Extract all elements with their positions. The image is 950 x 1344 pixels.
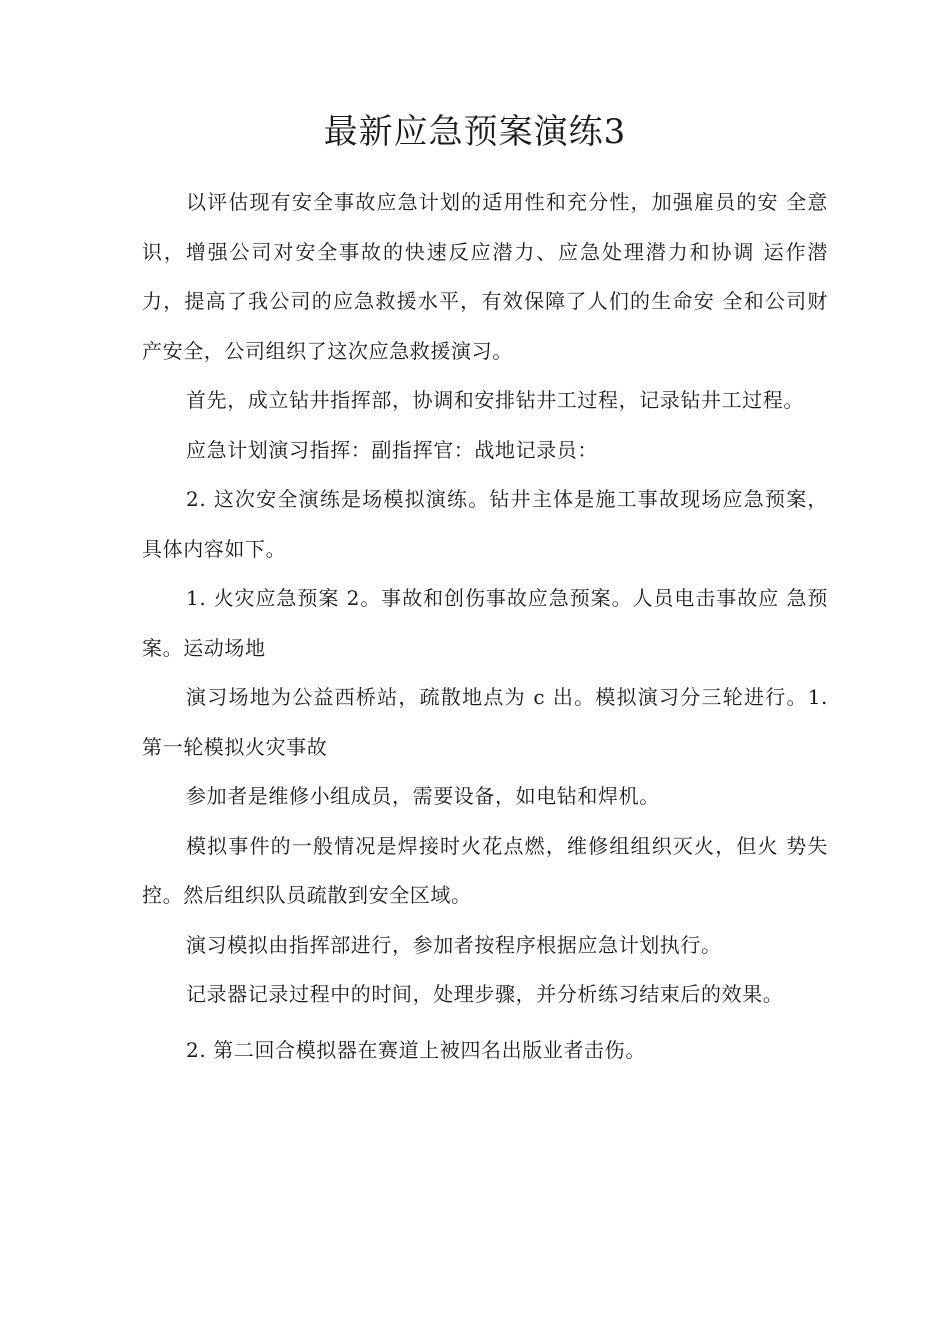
document-title: 最新应急预案演练3	[323, 112, 627, 152]
paragraph-participants: 参加者是维修小组成员，需要设备，如电钻和焊机。	[186, 784, 660, 808]
paragraph-command-setup: 首先，成立钻井指挥部，协调和安排钻井工过程，记录钻井工过程。	[186, 388, 804, 412]
paragraph-command-roles: 应急计划演习指挥：副指挥官：战地记录员：	[186, 437, 598, 462]
paragraph-drill-type: 2. 这次安全演练是场模拟演练。钻井主体是施工事故现场应急预案，具体内容如下。	[142, 487, 828, 561]
paragraph-plan-list: 1. 火灾应急预案 2。事故和创伤事故应急预案。人员电击事故应 急预案。运动场地	[142, 586, 828, 660]
paragraph-execution: 演习模拟由指挥部进行，参加者按程序根据应急计划执行。	[186, 932, 722, 957]
paragraph-intro: 以评估现有安全事故应急计划的适用性和充分性，加强雇员的安 全意识，增强公司对安全事故的快速反应潜力、应急处理潜力和协调 运作潜力，提高了我公司的应急救援水平，有效保障了人们的生命安 全和公司财产安全，公司组织了这次应急救援演习。	[142, 190, 828, 363]
paragraph-recording: 记录器记录过程中的时间，处理步骤，并分析练习结束后的效果。	[186, 982, 784, 1006]
paragraph-second-round: 2. 第二回合模拟器在赛道上被四名出版业者击伤。	[186, 1037, 646, 1062]
paragraph-scenario: 模拟事件的一般情况是焊接时火花点燃，维修组组织灭火，但火 势失控。然后组织队员疏散到安全区域。	[142, 833, 828, 907]
document-body	[142, 178, 828, 1075]
paragraph-drill-site: 演习场地为公益西桥站，疏散地点为 c 出。模拟演习分三轮进行。1.第一轮模拟火灾事故	[142, 685, 828, 759]
